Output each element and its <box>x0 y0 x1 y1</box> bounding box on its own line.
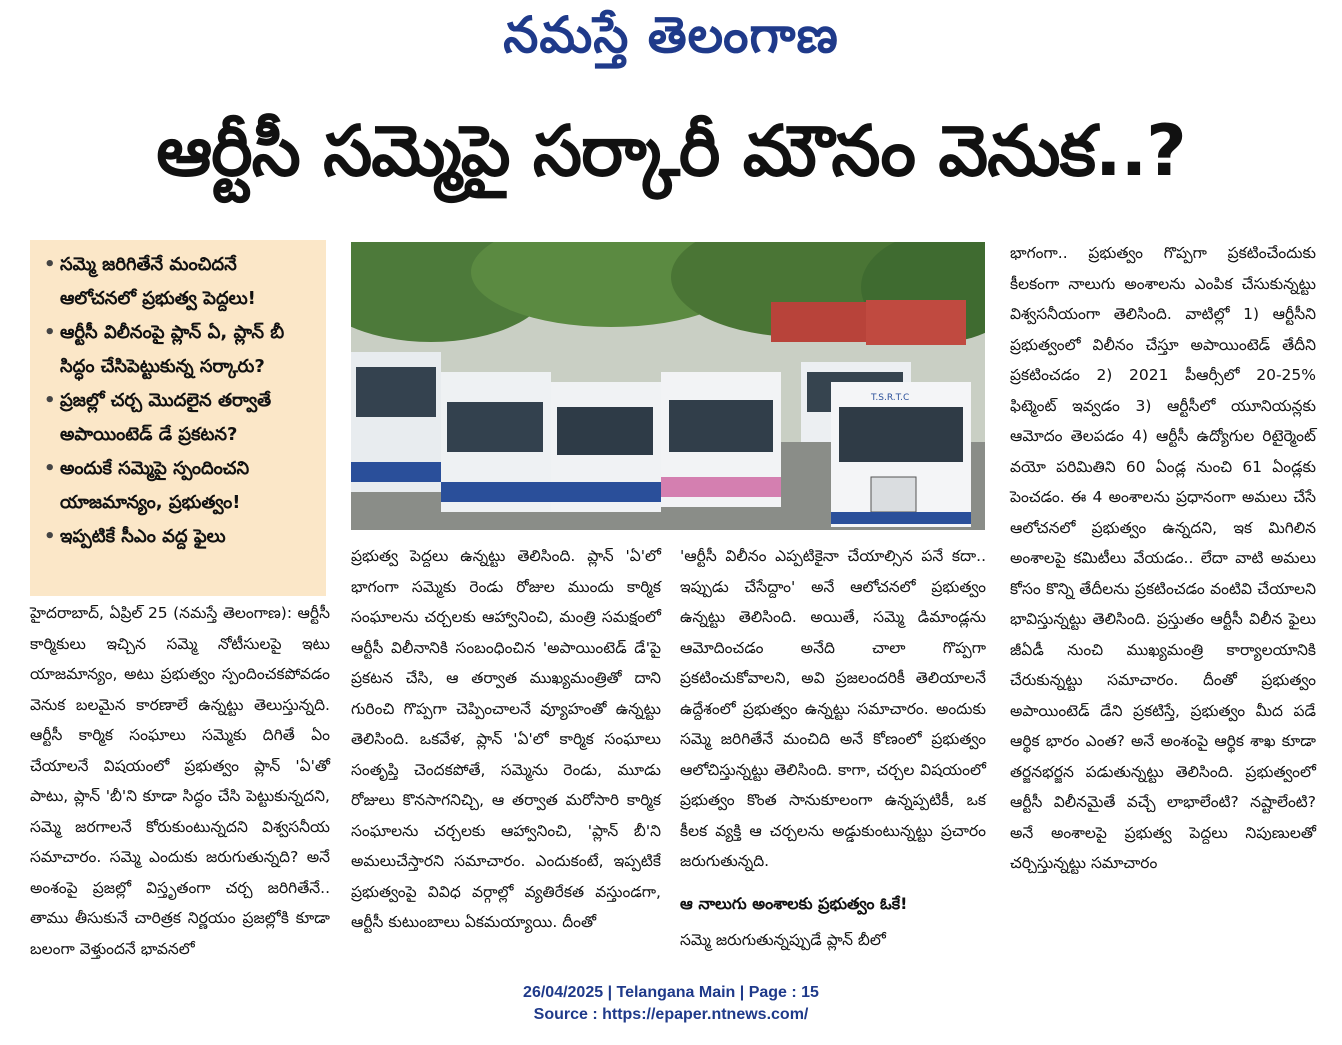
footer-source-link[interactable]: Source : https://epaper.ntnews.com/ <box>533 1006 809 1023</box>
bus-depot-illustration <box>351 242 985 530</box>
article-subheading: ఆ నాలుగు అంశాలకు ప్రభుత్వం ఓకే! <box>680 893 908 913</box>
highlight-text: సమ్మె జరిగితేనే మంచిదనే ఆలోచనలో ప్రభుత్వ పెద్దలు! <box>60 254 256 309</box>
bullet-icon: • <box>44 254 56 275</box>
highlight-item <box>44 248 318 316</box>
article-text: హైదరాబాద్, ఏప్రిల్ 25 (నమస్తే తెలంగాణ): ఆర్టీసీ కార్మికులు ఇచ్చిన సమ్మె నోటీసులపై ఇటు యాజమాన్యం, అటు ప్రభుత్వం స్పందించకపోవడం వెనుక బలమైన కారణాలే ఉన్నట్టు తెలుస్తున్నది. ఆర్టీసీ కార్మిక సంఘాలు సమ్మెకు దిగితే ఏం చేయాలనే విషయంలో ప్రభుత్వం ప్లాన్ 'ఏ'తో పాటు, ప్లాన్ 'బీ'ని కూడా సిద్ధం చేసి పెట్టుకున్నదని, సమ్మె జరగాలనే కోరుకుంటున్నదని విశ్వసనీయ సమాచారం. సమ్మె ఎందుకు జరుగుతున్నది? అనే అంశంపై ప్రజల్లో విస్తృతంగా చర్చ జరిగితేనే.. తాము తీసుకునే చారిత్రక నిర్ణయం ప్రజల్లోకి కూడా బలంగా వెళ్తుందనే భావనలో <box>30 604 330 958</box>
highlight-text: ఆర్టీసీ విలీనంపై ప్లాన్ ఏ, ప్లాన్ బీ సిద్ధం చేసిపెట్టుకున్న సర్కారు? <box>60 322 285 377</box>
bullet-icon: • <box>44 390 56 411</box>
article-text: సమ్మె జరుగుతున్నప్పుడే ప్లాన్ బీలో <box>680 931 886 949</box>
bullet-icon: • <box>44 458 56 479</box>
article-text: భాగంగా.. ప్రభుత్వం గొప్పగా ప్రకటించేందుకు కీలకంగా నాలుగు అంశాలను ఎంపిక చేసుకున్నట్టు విశ్వసనీయంగా తెలిసింది. వాటిల్లో 1) ఆర్టీసీని ప్రభుత్వంలో విలీనం చేస్తూ అపాయింటెడ్ తేదీని ప్రకటించడం 2) 2021 పీఆర్సీలో 20-25% ఫిట్మెంట్ ఇవ్వడం 3) ఆర్టీసీలో యూనియన్లకు ఆమోదం తెలపడం 4) ఆర్టీసీ ఉద్యోగుల రిటైర్మెంట్ వయో పరిమితిని 60 ఏండ్ల నుంచి 61 ఏండ్లకు పెంచడం. ఈ 4 అంశాలను ప్రధానంగా అమలు చేసే ఆలోచనలో ప్రభుత్వం ఉన్నదని, ఇక మిగిలిన అంశాలపై కమిటీలు వేయడం.. లేదా వాటి అమలు కోసం కొన్ని తేదీలను ప్రకటించడం వంటివి చేయాలని భావిస్తున్నట్టు తెలిసింది. ప్రస్తుతం ఆర్టీసీ విలీన ఫైలు జీఏడీ నుంచి ముఖ్యమంత్రి కార్యాలయానికి చేరుకున్నట్టు సమాచారం. దీంతో ప్రభుత్వం అపాయింటెడ్ డేని ప్రకటిస్తే, ప్రభుత్వం మీద పడే ఆర్థిక భారం ఎంత? అనే అంశంపై ఆర్థిక శాఖ కూడా తర్జనభర్జన పడుతున్నట్టు తెలిసింది. ప్రభుత్వంలో ఆర్టీసీ విలీనమైతే వచ్చే లాభాలేంటి? నష్టాలేంటి? అనే అంశాలపై ప్రభుత్వ పెద్దలు నిపుణులతో చర్చిస్తున్నట్టు సమాచారం <box>1010 244 1316 872</box>
article-column-2 <box>351 541 661 938</box>
highlight-text: ప్రజల్లో చర్చ మొదలైన తర్వాతే అపాయింటెడ్ డే ప్రకటన? <box>60 390 272 445</box>
masthead-logo: నమస్తే తెలంగాణ <box>503 6 839 64</box>
article-column-4 <box>1010 238 1316 879</box>
highlight-item <box>44 384 318 452</box>
article-column-1 <box>30 598 330 964</box>
bullet-icon: • <box>44 322 56 343</box>
highlight-item <box>44 520 318 554</box>
bus-code-label: T.S.R.T.C <box>871 393 910 403</box>
highlights-list <box>44 248 318 554</box>
highlight-text: అందుకే సమ్మెపై స్పందించని యాజమాన్యం, ప్రభుత్వం! <box>60 458 250 513</box>
footer-edition-info: 26/04/2025 | Telangana Main | Page : 15 <box>523 984 819 1001</box>
highlight-text: ఇప్పటికే సీఎం వద్ద ఫైలు <box>60 526 226 547</box>
highlight-item <box>44 452 318 520</box>
article-column-3 <box>680 541 986 956</box>
highlights-box <box>30 240 326 596</box>
highlight-item <box>44 316 318 384</box>
article-text: 'ఆర్టీసీ విలీనం ఎప్పటికైనా చేయాల్సిన పనే కదా.. ఇప్పుడు చేసేద్దాం' అనే ఆలోచనలో ప్రభుత్వం ఉన్నట్టు తెలిసింది. అయితే, సమ్మె డిమాండ్లను ఆమోదించడం అనేది చాలా గొప్పగా ప్రకటించుకోవాలని, అవి ప్రజలందరికీ తెలియాలనే ఉద్దేశంలో ప్రభుత్వం ఉన్నట్టు సమాచారం. అందుకు సమ్మె జరిగితేనే మంచిది అనే కోణంలో ప్రభుత్వం ఆలోచిస్తున్నట్టు తెలిసింది. కాగా, చర్చల విషయంలో ప్రభుత్వం కొంత సానుకూలంగా ఉన్నప్పటికీ, ఒక కీలక వ్యక్తి ఆ చర్చలను అడ్డుకుంటున్నట్టు ప్రచారం జరుగుతున్నది. <box>680 547 986 870</box>
bus-depot-photo <box>351 242 985 530</box>
footer <box>0 982 1342 1026</box>
bullet-icon: • <box>44 526 56 547</box>
headline: ఆర్టీసీ సమ్మెపై సర్కారీ మౌనం వెనుక..? <box>156 110 1186 192</box>
article-text: ప్రభుత్వ పెద్దలు ఉన్నట్టు తెలిసింది. ప్లాన్ 'ఏ'లో భాగంగా సమ్మెకు రెండు రోజుల ముందు కార్మిక సంఘాలను చర్చలకు ఆహ్వానించి, మంత్రి సమక్షంలో ఆర్టీసీ విలీనానికి సంబంధించిన 'అపాయింటెడ్ డే'పై ప్రకటన చేసి, ఆ తర్వాత ముఖ్యమంత్రితో దాని గురించి గొప్పగా చెప్పించాలనే వ్యూహంతో ఉన్నట్టు తెలిసింది. ఒకవేళ, ప్లాన్ 'ఏ'లో కార్మిక సంఘాలు సంతృప్తి చెందకపోతే, సమ్మెను రెండు, మూడు రోజులు కొనసాగనిచ్చి, ఆ తర్వాత మరోసారి కార్మిక సంఘాలను చర్చలకు ఆహ్వానించి, 'ప్లాన్ బీ'ని అమలుచేస్తారని సమాచారం. ఎందుకంటే, ఇప్పటికే ప్రభుత్వంపై వివిధ వర్గాల్లో వ్యతిరేకత వస్తుండగా, ఆర్టీసీ కుటుంబాలు ఏకమయ్యాయి. దీంతో <box>351 547 661 931</box>
